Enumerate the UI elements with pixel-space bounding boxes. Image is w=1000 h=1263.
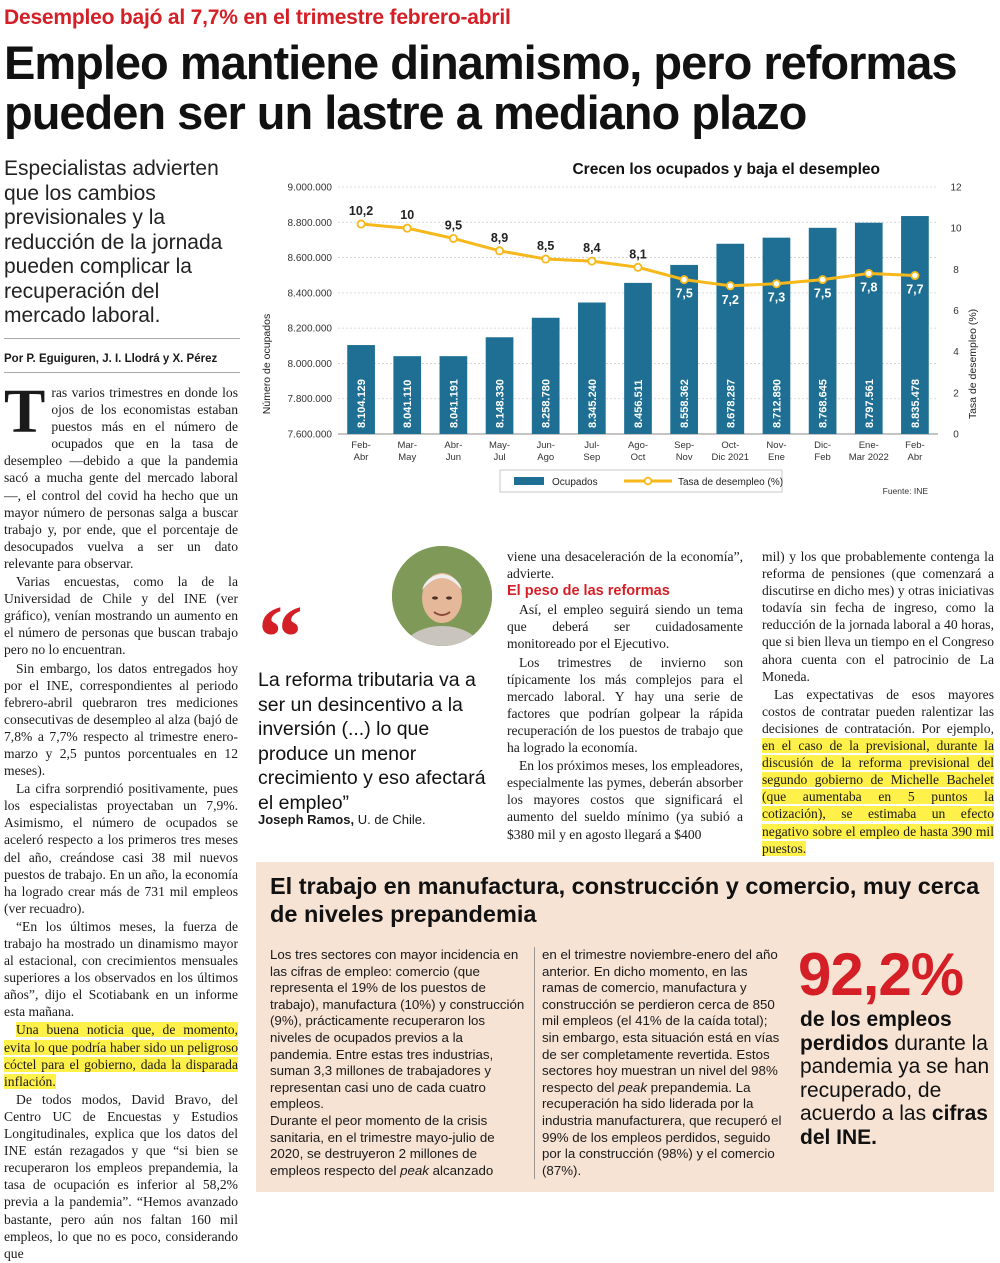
y-right-tick-label: 2	[953, 388, 959, 400]
bar-value-label: 8.258.780	[540, 379, 553, 428]
quote-affiliation: U. de Chile.	[357, 812, 426, 827]
line-point	[542, 255, 549, 262]
box-title: El trabajo en manufactura, construcción y comercio, muy cerca de niveles prepandemia	[270, 873, 980, 927]
legend-line-marker	[645, 478, 652, 485]
y-left-tick-label: 8.200.000	[287, 323, 332, 335]
y-left-tick-label: 7.800.000	[287, 394, 332, 406]
legend-line-label: Tasa de desempleo (%)	[678, 477, 784, 488]
line-value-label: 8,1	[629, 247, 647, 262]
line-point	[819, 276, 826, 283]
drop-cap: T	[4, 378, 46, 446]
quote-attribution	[258, 812, 426, 827]
box-paragraph: Durante el peor momento de la crisis sanitaria, en el trimestre mayo-julio de 2020, se destruyeron 2 millones de empleos respecto del	[270, 1112, 495, 1178]
y-left-tick-label: 7.600.000	[287, 429, 332, 441]
y-right-tick-label: 12	[950, 182, 962, 194]
paragraph: De todos modos, David Bravo, del Centro UC de Encuestas y Estudios Longitudinales, explica que los datos del INE están rezagados y que “si bien se recuperaron los empleos prepandemia, la tasa de ocupación es inferior al 58,2% previa a la pandemia”. “Hemos avanzado bastante, pero aún nos faltan 160 mil empleos, lo que no es poco, considerando que	[4, 1091, 238, 1261]
x-tick-label: Jun-	[536, 440, 555, 451]
line-value-label: 8,4	[583, 241, 601, 256]
x-tick-label: Abr-	[444, 440, 463, 451]
x-tick-label: Abr	[907, 452, 923, 463]
line-value-label: 7,5	[675, 286, 693, 301]
article-column-3	[762, 548, 994, 858]
x-tick-label: Jun	[445, 452, 462, 463]
subhead: Especialistas advierten que los cambios previsionales y la reducción de la jornada pueden complicar la recuperación del mercado laboral.	[4, 157, 223, 327]
stat-bold: de los empleos perdidos	[800, 1008, 952, 1055]
bar-value-label: 8.558.362	[679, 379, 692, 428]
box-column-1	[270, 947, 528, 1179]
line-value-label: 9,5	[444, 218, 463, 233]
paragraph: La cifra sorprendió positivamente, pues los especialistas proyectaban un 7,9%. Asimismo, el número de ocupados se aceleró respecto a los primeros tres meses del año, creándose casi 38 mil nuevos puestos de trabajo. En un año, la economía ha logrado crear más de 731 mil empleos (ver recuadro).	[4, 781, 238, 916]
y-left-tick-label: 9.000.000	[287, 182, 332, 194]
italic-word: peak	[618, 1079, 647, 1095]
x-tick-label: Sep-	[674, 440, 695, 451]
line-point	[681, 276, 688, 283]
italic-word: peak	[400, 1162, 429, 1178]
quote-author: Joseph Ramos,	[258, 812, 355, 827]
box-paragraph: prepandemia. La recuperación ha sido liderada por la industria manufacturera, que recuperó el 99% de los empleos perdidos, seguido por la construcción (98%) y el comercio (87%).	[542, 1079, 782, 1178]
highlighted-text: en el caso de la previsional, durante la discusión de la reforma previsional del segundo gobierno de Michelle Bachelet (que aumentaba en 5 puntos la cotización), se estimaba un efecto negativo sobre el empleo de hasta 390 mil puestos.	[762, 738, 994, 856]
x-tick-label: Oct-	[721, 440, 740, 451]
line-value-label: 10	[400, 208, 415, 223]
bar-value-label: 8.678.287	[725, 379, 738, 428]
divider	[4, 372, 240, 373]
line-value-label: 7,3	[767, 290, 786, 305]
bar-value-label: 8.041.110	[402, 379, 415, 428]
byline: Por P. Eguiguren, J. I. Llodrá y X. Pérez	[4, 353, 218, 365]
x-tick-label: Mar-	[397, 440, 417, 451]
x-tick-label: Nov-	[766, 440, 787, 451]
paragraph: Los trimestres de invierno son típicamente los más complejos para el mercado laboral. Y hay una serie de factores que podrían golpear la rápida recuperación de los puestos de trabajo que ha logrado la economía.	[507, 654, 743, 756]
highlighted-text: Una buena noticia que, de momento, evita lo que podría haber sido un peligroso cóctel para el gobierno, dada la disparada inflación.	[4, 1022, 238, 1089]
y-axis-left-label: Número de ocupados	[261, 313, 273, 415]
paragraph: En los próximos meses, los empleadores, especialmente las pymes, deberán absorber los mayores costos que significará el aumento del sueldo mínimo (ya subió a $380 mil y en agosto llegará a $400	[507, 758, 743, 842]
x-tick-label: Ago-	[627, 440, 649, 451]
x-tick-label: Feb-	[351, 440, 371, 451]
line-value-label: 7,5	[813, 286, 832, 301]
line-point	[588, 258, 595, 265]
paragraph: “En los últimos meses, la fuerza de trabajo ha mostrado un dinamismo mayor al estacional, con crecimientos mensuales superiores a los observados en los últimos años”, dijo el Scotiabank en un informe esta mañana.	[4, 918, 238, 1020]
kicker: Desempleo bajó al 7,7% en el trimestre febrero-abril	[4, 6, 511, 29]
y-right-tick-label: 6	[953, 306, 959, 317]
stat-description	[800, 1008, 990, 1149]
line-point	[496, 247, 503, 254]
line-value-label: 7,7	[906, 282, 924, 297]
line-point	[634, 264, 641, 271]
quote-mark: “	[258, 588, 303, 687]
legend-bar-label: Ocupados	[552, 477, 598, 488]
bar-value-label: 8.104.129	[356, 379, 369, 428]
x-tick-label: May-	[488, 440, 511, 451]
headline: Empleo mantiene dinamismo, pero reformas pueden ser un lastre a mediano plazo	[4, 36, 957, 139]
y-left-tick-label: 8.600.000	[287, 253, 332, 265]
x-tick-label: Sep	[583, 452, 601, 463]
y-axis-right-label: Tasa de desempleo (%)	[967, 308, 979, 420]
paragraph: Así, el empleo seguirá siendo un tema que deberá ser cuidadosamente monitoreado por el Ejecutivo.	[507, 602, 743, 652]
x-tick-label: Abr	[353, 452, 369, 463]
paragraph: mil) y los que probablemente contenga la reforma de pensiones (que comenzará a discutirse en dicho mes) y otras iniciativas todavía sin fecha de ingreso, como la reducción de la jornada laboral a 40 horas, que si bien lleva un tiempo en el Congreso ahora cuenta con el patrocinio de La Moneda.	[762, 549, 994, 684]
x-tick-label: May	[398, 452, 417, 463]
line-point	[911, 272, 918, 279]
line-point	[727, 282, 734, 289]
bar-value-label: 8.712.890	[771, 379, 784, 428]
bar-value-label: 8.835.478	[909, 379, 922, 428]
y-right-tick-label: 8	[953, 264, 959, 276]
paragraph: ras varios trimestres en donde los ojos de los economistas estaban puestos más en el número de ocupados que en la tasa de desempleo —debido a que la pandemia sacó a mucha gente del mercado laboral—, el control del covid ha hecho que un mayor número de personas salga a buscar trabajo y, por ende, que el porcentaje de desocupados vuelva a ser un dato relevante para observar.	[4, 385, 238, 571]
line-value-label: 8,9	[490, 230, 509, 245]
divider	[4, 338, 240, 339]
article-column-1	[4, 378, 238, 1263]
x-tick-label: Mar 2022	[848, 452, 889, 463]
y-right-tick-label: 4	[953, 347, 959, 359]
line-value-label: 7,2	[721, 292, 740, 307]
x-tick-label: Ene-	[858, 440, 879, 451]
chart-source: Fuente: INE	[882, 486, 928, 496]
stat-value: 92,2%	[798, 941, 964, 1008]
stat-text: durante la pandemia ya se han recuperado, de acuerdo a las	[800, 1031, 990, 1125]
x-tick-label: Ene	[768, 452, 785, 463]
section-subhead: El peso de las reformas	[507, 583, 670, 600]
article-column-2	[507, 548, 743, 844]
line-point	[450, 235, 457, 242]
portrait-photo	[392, 546, 492, 646]
bar-value-label: 8.797.561	[863, 379, 876, 428]
employment-chart	[248, 152, 994, 500]
x-tick-label: Feb	[814, 452, 831, 463]
line-value-label: 8,5	[536, 239, 555, 254]
legend-bar-swatch	[514, 477, 544, 485]
y-left-tick-label: 8.400.000	[287, 288, 332, 300]
x-tick-label: Jul-	[584, 440, 600, 451]
bar-value-label: 8.041.191	[448, 379, 461, 428]
chart-plot-area	[288, 183, 962, 493]
x-tick-label: Nov	[675, 452, 693, 463]
line-point	[404, 225, 411, 232]
y-left-tick-label: 8.000.000	[287, 358, 332, 370]
x-tick-label: Ago	[537, 452, 555, 463]
box-paragraph: Los tres sectores con mayor incidencia en las cifras de empleo: comercio (que representa el 19% de los puestos de trabajo), manufactura (10%) y construcción (9%), prácticamente recuperaron los niveles de ocupados previos a la pandemia. Entre estas tres industrias, suman 3,3 millones de trabajadores y representan casi uno de cada cuatro empleos.	[270, 947, 525, 1112]
paragraph: viene una desaceleración de la economía”, advierte.	[507, 549, 743, 582]
bar-value-label: 8.148.330	[494, 379, 507, 428]
box-column-2	[542, 947, 782, 1179]
y-left-tick-label: 8.800.000	[287, 217, 332, 229]
box-paragraph: alcanzado	[428, 1162, 494, 1178]
line-point	[865, 270, 872, 277]
x-tick-label: Jul	[493, 452, 506, 463]
pull-quote: La reforma tributaria va a ser un desincentivo a la inversión (...) lo que produce un menor crecimiento y eso afectará el empleo”	[258, 669, 486, 814]
divider	[534, 947, 535, 1179]
x-tick-label: Dic-	[814, 440, 832, 451]
y-right-tick-label: 10	[950, 223, 962, 235]
chart-title: Crecen los ocupados y baja el desempleo	[572, 161, 880, 178]
y-right-tick-label: 0	[953, 429, 959, 441]
line-value-label: 7,8	[860, 280, 878, 295]
x-tick-label: Feb-	[905, 440, 925, 451]
bar-value-label: 8.345.240	[586, 379, 599, 428]
bar-value-label: 8.768.645	[817, 379, 830, 428]
stat-bold: cifras del INE.	[800, 1102, 988, 1149]
x-tick-label: Oct	[630, 452, 646, 463]
box-paragraph: en el trimestre noviembre-enero del año anterior. En dicho momento, en las ramas de comercio, manufactura y construcción se perdieron cerca de 850 mil empleos (el 41% de la caída total); sin embargo, esta situación está en vías de ser completamente revertida. Estos sectores hoy muestran un nivel del 98% respecto del	[542, 947, 780, 1095]
line-value-label: 10,2	[348, 204, 374, 219]
bar-value-label: 8.456.511	[633, 379, 645, 428]
paragraph: Sin embargo, los datos entregados hoy por el INE, correspondientes al periodo febrero-abril quebraron tres mediciones consecutivas de desempleo al alza (bajó de 7,8% a 7,7% respecto al trimestre enero-marzo y 2,5 puntos porcentuales en 12 meses).	[4, 660, 238, 779]
line-point	[357, 220, 364, 227]
line-point	[773, 280, 780, 287]
paragraph: Las expectativas de esos mayores costos de contratar pueden ralentizar las decisiones de contratación. Por ejemplo,	[762, 686, 994, 736]
x-tick-label: Dic 2021	[711, 452, 750, 463]
paragraph: Varias encuestas, como la de la Universidad de Chile y del INE (ver gráfico), venían mostrando un aumento en el número de personas que buscan trabajo pero no lo encuentran.	[4, 574, 238, 658]
